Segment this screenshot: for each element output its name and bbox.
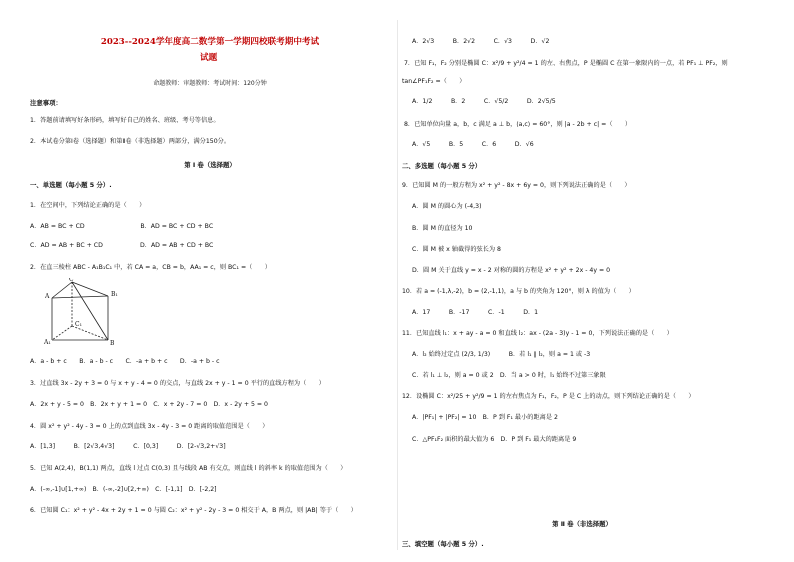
question-7-cont: tan∠PF₁F₂ =（ ） [402, 78, 466, 85]
question-5-options: A．(-∞,-1]∪[1,+∞) B．(-∞,-2]∪[2,+∞) C．[-1,1] D．[-2,2] [30, 486, 217, 493]
question-1: 1．在空间中，下列结论正确的是（ ） [30, 202, 146, 209]
question-2-options: A．a - b + c B．a - b - c C．-a + b + c D．-a + b - c [30, 358, 220, 365]
question-7-options: A．1/2 B．2 C．√5/2 D．2√5/5 [412, 98, 556, 105]
question-3: 3．过直线 3x - 2y + 3 = 0 与 x + y - 4 = 0 的交点，与直线 2x + y - 1 = 0 平行的直线方程为（ ） [30, 380, 325, 387]
question-1-options-cd: C．AD = AB + BC + CD D．AD = AB + CD + BC [30, 242, 214, 249]
notice-heading: 注意事项： [30, 99, 62, 107]
question-2: 2．在直三棱柱 ABC - A₁B₁C₁ 中，若 CA = a，CB = b，AA₁ = c，则 BC₁ =（ ） [30, 264, 271, 271]
fig-label-c1: C₁ [75, 321, 82, 328]
question-5: 5．已知 A(2,4)，B(1,1) 两点，直线 l 过点 C(0,3) 且与线段 AB 有交点，则直线 l 的斜率 k 的取值范围为（ ） [30, 465, 347, 472]
section3-heading: 三、填空题（每小题 5 分）. [402, 540, 484, 548]
notice-item-1: 1．答题前请填写好条形码，填写好自己的姓名、班级、考号等信息。 [30, 117, 220, 124]
part2-heading: 第 Ⅱ 卷（非选择题） [552, 520, 612, 528]
question-12: 12．设椭圆 C：x²/25 + y²/9 = 1 的左右焦点为 F₁，F₂，P 是 C 上的动点，则下列结论正确的是（ ） [402, 393, 695, 400]
exam-meta: 命题教师：审题教师：考试时间：120分钟 [153, 80, 267, 87]
fig-label-b: B [110, 340, 115, 347]
column-divider [397, 20, 398, 550]
question-7: 7．已知 F₁，F₂ 分别是椭圆 C：x²/9 + y²/4 = 1 的左、右焦点，P 是椭圆 C 在第一象限内的一点，若 PF₁ ⊥ PF₂，则 [404, 60, 728, 67]
question-10-options: A．17 B．-17 C．-1 D．1 [412, 309, 539, 316]
question-10: 10．若 a = (-1,λ,-2)，b = (2,-1,1)，a 与 b 的夹角为 120°，则 λ 的值为（ ） [402, 288, 635, 295]
fig-label-a1: A₁ [44, 339, 51, 346]
fig-label-a: A [45, 293, 50, 300]
question-9-option-a: A．圆 M 的圆心为 (-4,3) [412, 203, 482, 210]
question-12-options-ab: A．|PF₁| + |PF₂| = 10 B．P 到 F₁ 最小的距离是 2 [412, 414, 558, 421]
section1-heading: 一、单选题（每小题 5 分）. [30, 181, 112, 189]
question-4: 4．圆 x² + y² - 4y - 3 = 0 上的点到直线 3x - 4y - 3 = 0 距离的取值范围是（ ） [30, 423, 269, 430]
question-1-options-ab: A．AB = BC + CD B．AD = BC + CD + BC [30, 223, 214, 230]
question-11: 11．已知直线 l₁：x + ay - a = 0 和直线 l₂：ax - (2a - 3)y - 1 = 0，下列说法正确的是（ ） [402, 330, 673, 337]
question-4-options: A．[1,3] B．[2√3,4√3] C．[0,3] D．[2-√3,2+√3] [30, 443, 226, 450]
prism-figure [42, 278, 132, 348]
exam-title-line2: 试题 [200, 53, 218, 63]
question-9: 9．已知圆 M 的一般方程为 x² + y² - 8x + 6y = 0，则下列说法正确的是（ ） [402, 182, 631, 189]
section2-heading: 二、多选题（每小题 5 分） [402, 162, 482, 170]
left-column [30, 0, 390, 562]
question-8: 8．已知单位向量 a，b，c 满足 a ⊥ b，⟨a,c⟩ = 60°，则 |a - 2b + c| =（ ） [404, 121, 632, 128]
question-6-options: A．2√3 B．2√2 C．√3 D．√2 [412, 38, 550, 45]
fig-label-b1: B₁ [111, 291, 118, 298]
question-9-option-d: D．圆 M 关于直线 y = x - 2 对称的圆的方程是 x² + y² + 2x - 4y = 0 [412, 267, 611, 274]
question-3-options: A．2x + y - 5 = 0 B．2x + y + 1 = 0 C．x + 2y - 7 = 0 D．x - 2y + 5 = 0 [30, 401, 268, 408]
fig-label-c: C [69, 278, 74, 283]
question-8-options: A．√5 B．5 C．6 D．√6 [412, 141, 534, 148]
question-11-options-ab: A．l₂ 始终过定点 (2/3, 1/3) B．若 l₁ ∥ l₂，则 a = 1 或 -3 [412, 351, 591, 358]
exam-title-line1: 2023--2024学年度高二数学第一学期四校联考期中考试 [100, 37, 320, 47]
part1-heading: 第 Ⅰ 卷（选择题） [184, 161, 236, 169]
question-6: 6．已知圆 C₁：x² + y² - 4x + 2y + 1 = 0 与圆 C₂：x² + y² - 2y - 3 = 0 相交于 A，B 两点，则 |AB| 等于（ ） [30, 507, 357, 514]
question-9-option-b: B．圆 M 的直径为 10 [412, 225, 473, 232]
right-column [402, 0, 762, 562]
notice-item-2: 2．本试卷分第Ⅰ卷（选择题）和第Ⅱ卷（非选择题）两部分，满分150分。 [30, 138, 231, 145]
question-9-option-c: C．圆 M 被 x 轴截得的弦长为 8 [412, 246, 501, 253]
question-11-options-cd: C．若 l₁ ⊥ l₂，则 a = 0 或 2 D．当 a > 0 时，l₁ 始终不过第三象限 [412, 372, 606, 379]
question-12-options-cd: C．△PF₁F₂ 面积的最大值为 6 D．P 到 F₁ 最大的距离是 9 [412, 436, 577, 443]
